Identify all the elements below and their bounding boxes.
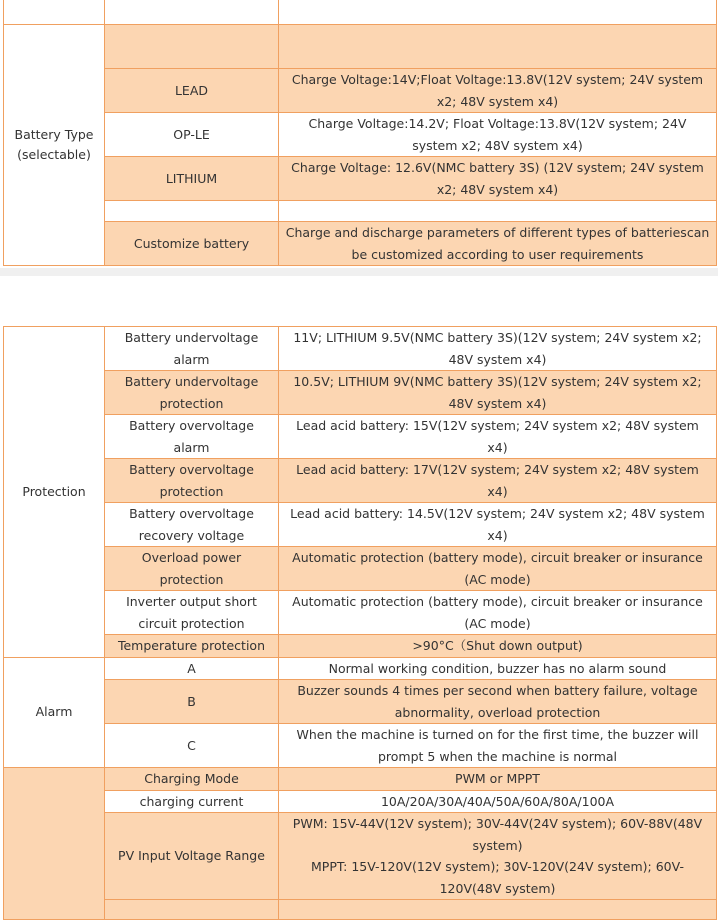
protection-table <box>3 326 717 920</box>
row-value: Automatic protection (battery mode), circuit breaker or insurance (AC mode) <box>279 591 717 635</box>
table-row <box>4 222 717 266</box>
table-row <box>4 415 717 459</box>
alarm-category: Alarm <box>4 657 105 768</box>
table-row <box>4 768 717 791</box>
table-row <box>4 371 717 415</box>
charging-category <box>4 768 105 920</box>
battery-lead-value: Charge Voltage:14V;Float Voltage:13.8V(12V system; 24V system x2; 48V system x4) <box>279 69 717 113</box>
row-value: Lead acid battery: 17V(12V system; 24V system x2; 48V system x4) <box>279 459 717 503</box>
row-value: Lead acid battery: 15V(12V system; 24V system x2; 48V system x4) <box>279 415 717 459</box>
row-label: Battery undervoltage protection <box>105 371 279 415</box>
empty-cell <box>4 0 105 25</box>
table-row <box>4 157 717 201</box>
empty-cell <box>105 900 279 920</box>
row-label: Battery overvoltage recovery voltage <box>105 503 279 547</box>
row-label: Charging Mode <box>105 768 279 791</box>
row-value <box>279 813 717 900</box>
pwm-voltage-range: PWM: 15V-44V(12V system); 30V-44V(24V system); 60V-88V(48V system) <box>292 816 703 853</box>
row-value: 11V; LITHIUM 9.5V(NMC battery 3S)(12V system; 24V system x2; 48V system x4) <box>279 327 717 371</box>
row-label: Temperature protection <box>105 635 279 658</box>
table-row <box>4 113 717 157</box>
row-label: A <box>105 657 279 680</box>
table-row <box>4 657 717 680</box>
row-label: PV Input Voltage Range <box>105 813 279 900</box>
battery-lithium-label: LITHIUM <box>105 157 279 201</box>
table-row <box>4 680 717 724</box>
row-label: Battery undervoltage alarm <box>105 327 279 371</box>
row-label: Battery overvoltage alarm <box>105 415 279 459</box>
battery-type-table <box>3 0 717 266</box>
table-row <box>4 635 717 658</box>
row-value: Buzzer sounds 4 times per second when battery failure, voltage abnormality, overload protection <box>279 680 717 724</box>
row-label <box>105 25 279 69</box>
row-value: Automatic protection (battery mode), circuit breaker or insurance (AC mode) <box>279 547 717 591</box>
empty-cell <box>105 0 279 25</box>
empty-cell <box>279 0 717 25</box>
section-divider <box>0 268 718 276</box>
battery-ople-value: Charge Voltage:14.2V; Float Voltage:13.8V(12V system; 24V system x2; 48V system x4) <box>279 113 717 157</box>
row-value: PWM or MPPT <box>279 768 717 791</box>
row-value: 10A/20A/30A/40A/50A/60A/80A/100A <box>279 790 717 813</box>
row-label: B <box>105 680 279 724</box>
row-value <box>279 25 717 69</box>
table-row <box>4 0 717 25</box>
row-label: charging current <box>105 790 279 813</box>
customize-battery-value: Charge and discharge parameters of different types of batteriescan be customized according to user requirements <box>279 222 717 266</box>
mppt-voltage-range: MPPT: 15V-120V(12V system); 30V-120V(24V system); 60V-120V(48V system) <box>311 859 684 896</box>
battery-type-category: Battery Type (selectable) <box>4 25 105 266</box>
row-value: Lead acid battery: 14.5V(12V system; 24V system x2; 48V system x4) <box>279 503 717 547</box>
table-row <box>4 591 717 635</box>
table-row <box>4 327 717 371</box>
row-label <box>105 201 279 222</box>
row-label: Overload power protection <box>105 547 279 591</box>
battery-ople-label: OP-LE <box>105 113 279 157</box>
empty-cell <box>279 900 717 920</box>
table-row <box>4 724 717 768</box>
battery-lead-label: LEAD <box>105 69 279 113</box>
table-row <box>4 459 717 503</box>
row-label: Battery overvoltage protection <box>105 459 279 503</box>
table-row <box>4 813 717 900</box>
table-row <box>4 503 717 547</box>
table-row <box>4 547 717 591</box>
protection-category: Protection <box>4 327 105 658</box>
row-value <box>279 201 717 222</box>
row-value: 10.5V; LITHIUM 9V(NMC battery 3S)(12V system; 24V system x2; 48V system x4) <box>279 371 717 415</box>
row-value: >90°C（Shut down output) <box>279 635 717 658</box>
table-row <box>4 900 717 920</box>
table-row <box>4 69 717 113</box>
row-value: When the machine is turned on for the first time, the buzzer will prompt 5 when the machine is normal <box>279 724 717 768</box>
table-row <box>4 201 717 222</box>
table-row <box>4 25 717 69</box>
row-label: Inverter output short circuit protection <box>105 591 279 635</box>
row-value: Normal working condition, buzzer has no alarm sound <box>279 657 717 680</box>
row-label: C <box>105 724 279 768</box>
customize-battery-label: Customize battery <box>105 222 279 266</box>
table-row <box>4 790 717 813</box>
battery-lithium-value: Charge Voltage: 12.6V(NMC battery 3S) (12V system; 24V system x2; 48V system x4) <box>279 157 717 201</box>
